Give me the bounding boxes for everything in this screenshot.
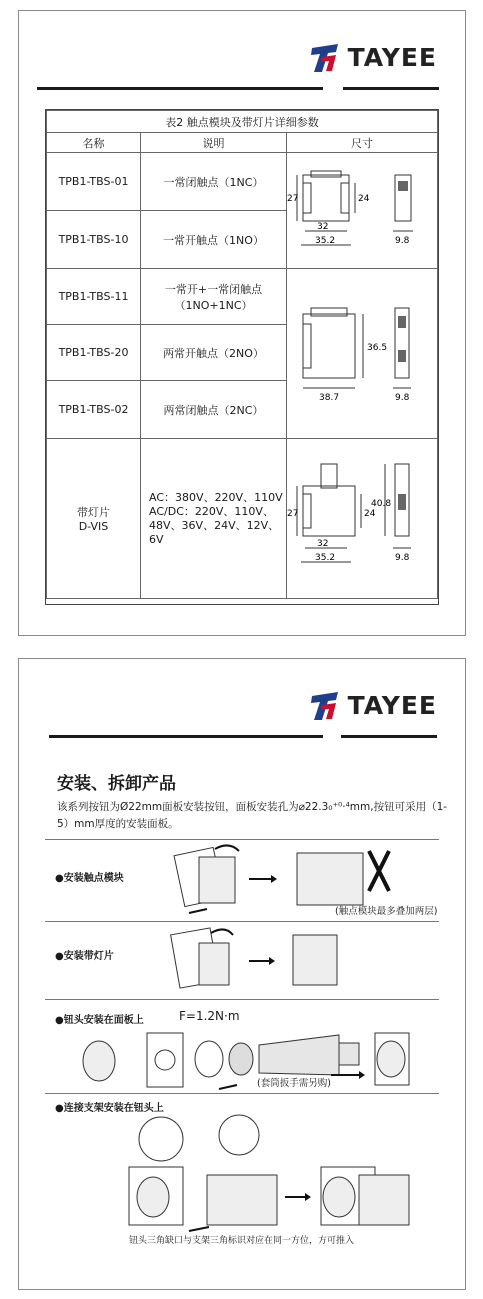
divider	[45, 839, 439, 840]
row-name: 带灯片 D-VIS	[47, 439, 141, 599]
divider	[45, 999, 439, 1000]
spec-table	[45, 109, 439, 605]
step-4-illustration	[109, 1111, 429, 1235]
header-rule-left	[49, 735, 323, 738]
step-label: ●安装带灯片	[55, 951, 114, 962]
step-label: ●钮头安装在面板上	[55, 1015, 144, 1026]
dim-side: 9.8	[395, 392, 410, 403]
header-rule-left	[37, 87, 323, 90]
step-label: ●安装触点模块	[55, 873, 124, 884]
row-desc: AC：380V、220V、110V AC/DC：220V、110V、 48V、36V、24V、12V、 6V	[141, 439, 287, 599]
row-name: TPB1-TBS-01	[47, 153, 141, 211]
dim-h2: 24	[358, 193, 370, 204]
col-header-name: 名称	[47, 133, 141, 153]
intro-text: 该系列按钮为Ø22mm面板安装按钮，面板安装孔为⌀22.3₀⁺⁰·⁴mm,按钮可采用（1-5）mm厚度的安装面板。	[57, 801, 448, 830]
row-desc: 一常开+一常闭触点 （1NO+1NC）	[141, 269, 287, 325]
step-2-illustration	[159, 925, 359, 995]
row-desc: 一常开触点（1NO）	[141, 211, 287, 269]
tayee-logo-icon	[308, 688, 342, 722]
table-title: 表2 触点模块及带灯片详细参数	[47, 111, 438, 133]
dim-h3: 40.8	[371, 498, 392, 509]
dim-w1: 32	[317, 221, 329, 232]
dim-side: 9.8	[395, 235, 410, 246]
header-rule-right	[341, 735, 437, 738]
brand-name: TAYEE	[347, 690, 437, 720]
dim-h: 27	[287, 193, 299, 204]
dim-drawing-2	[287, 269, 438, 439]
step-note: (触点模块最多叠加两层)	[335, 906, 438, 917]
dim-w2: 35.2	[315, 552, 336, 563]
brand-logo	[308, 37, 437, 77]
brand-logo	[308, 685, 437, 725]
row-desc: 两常开触点（2NO）	[141, 325, 287, 381]
divider	[45, 1093, 439, 1094]
row-name: TPB1-TBS-02	[47, 381, 141, 439]
row-name: TPB1-TBS-10	[47, 211, 141, 269]
dim-w1: 32	[317, 538, 329, 549]
dim-drawing-1	[287, 153, 438, 269]
brand-name: TAYEE	[347, 42, 437, 72]
tayee-logo-icon	[308, 40, 342, 74]
dim-h: 27	[287, 508, 299, 519]
row-desc: 一常闭触点（1NC）	[141, 153, 287, 211]
dim-w: 38.7	[319, 392, 340, 403]
dim-drawing-3	[287, 439, 438, 599]
dim-side: 9.8	[395, 552, 410, 563]
dim-w2: 35.2	[315, 235, 336, 246]
page-one	[18, 10, 466, 636]
step-label: ●连接支架安装在钮头上	[55, 1103, 164, 1114]
col-header-size: 尺寸	[287, 133, 438, 153]
dim-h: 36.5	[367, 342, 388, 353]
row-name: TPB1-TBS-11	[47, 269, 141, 325]
step-note: (套筒扳手需另购)	[257, 1078, 331, 1089]
header-rule-right	[343, 87, 439, 90]
step-3-illustration	[69, 1019, 439, 1099]
divider	[45, 921, 439, 922]
section-title: 安装、拆卸产品	[57, 774, 176, 794]
row-name: TPB1-TBS-20	[47, 325, 141, 381]
col-header-desc: 说明	[141, 133, 287, 153]
row-desc: 两常闭触点（2NC）	[141, 381, 287, 439]
page-two	[18, 658, 466, 1290]
dim-h2: 24	[364, 508, 376, 519]
step-note: 钮头三角缺口与支架三角标识对应在同一方位，方可推入	[129, 1236, 355, 1246]
torque-label: F=1.2N·m	[179, 1009, 240, 1023]
